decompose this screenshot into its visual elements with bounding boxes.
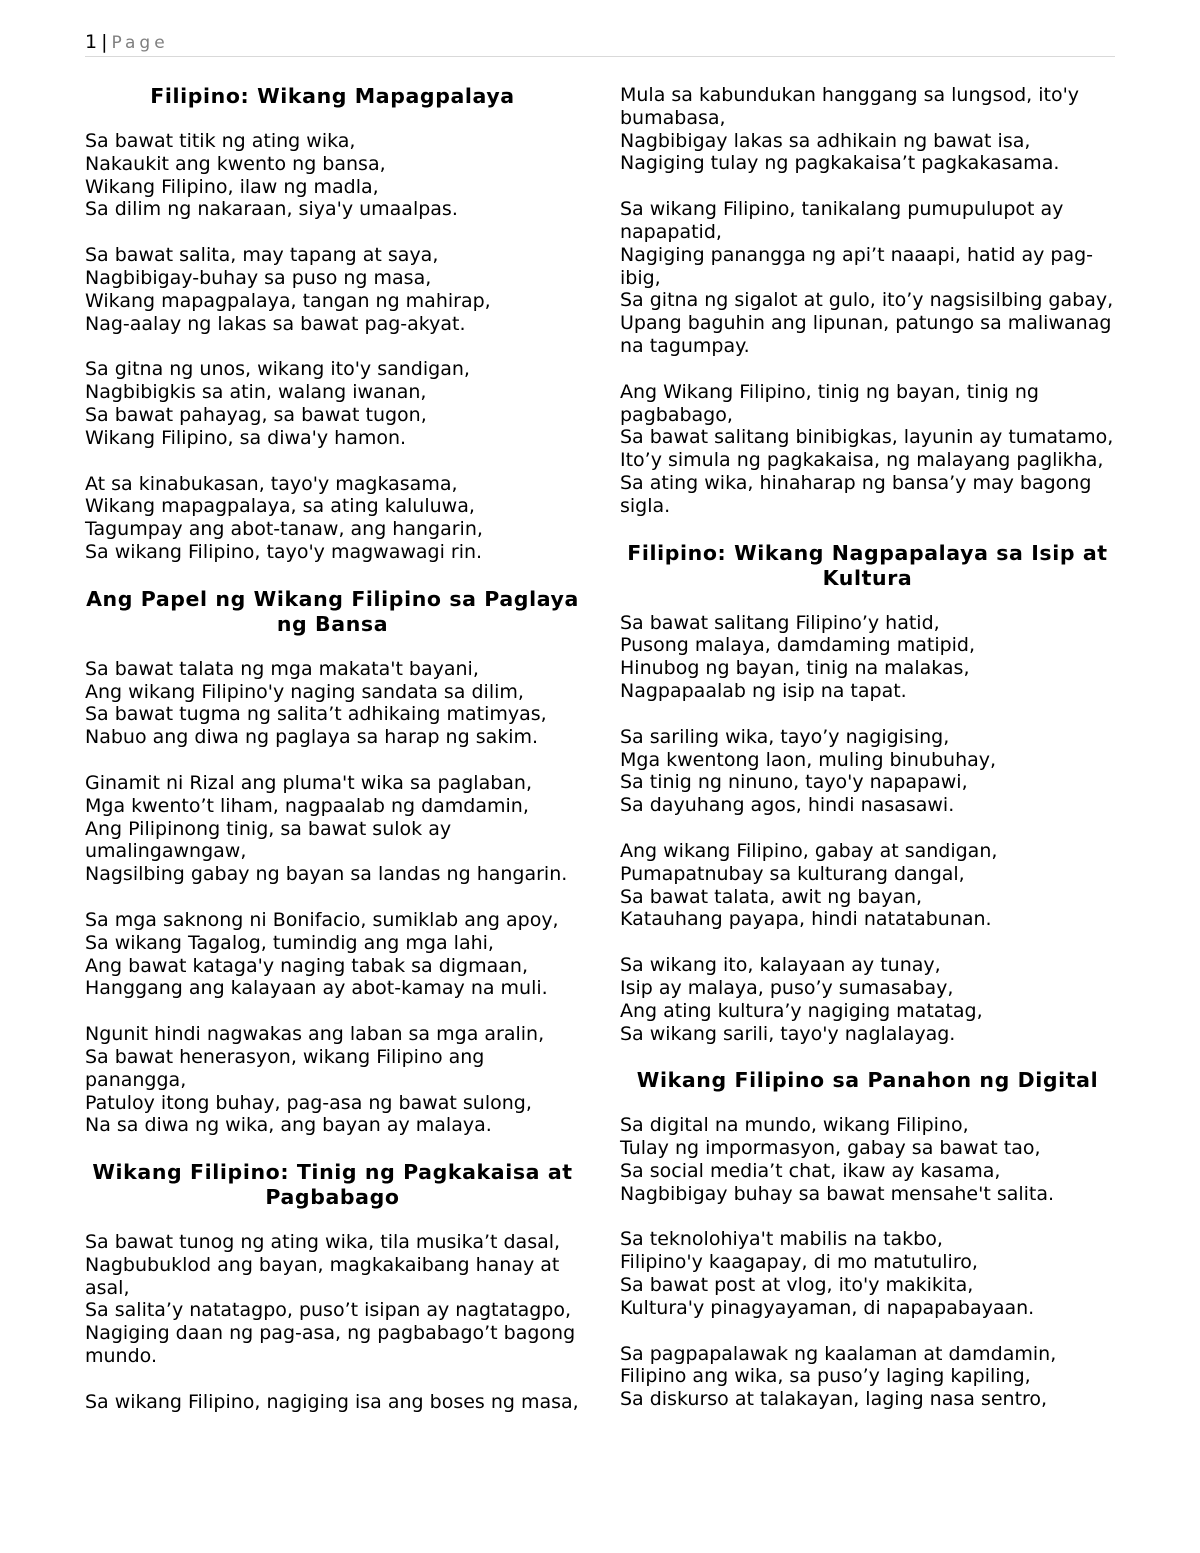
poem-line: Sa wikang Tagalog, tumindig ang mga lahi, <box>85 931 494 954</box>
poem-line: Sa wikang Filipino, tayo'y magwawagi rin. <box>85 540 483 563</box>
poem-line: Sa digital na mundo, wikang Filipino, <box>620 1114 969 1137</box>
stanza <box>85 244 580 335</box>
poem-title: Filipino: Wikang Nagpapalaya sa Isip at Kultura <box>627 540 1108 590</box>
poem-line: Ito’y simula ng pagkakaisa, ng malayang paglikha, <box>620 449 1104 472</box>
poem-title: Wikang Filipino: Tinig ng Pagkakaisa at Pagbabago <box>92 1160 573 1210</box>
poem <box>85 84 580 564</box>
poem-line: Hanggang ang kalayaan ay abot-kamay na muli. <box>85 977 548 1000</box>
poem-line: Nag-aalay ng lakas sa bawat pag-akyat. <box>85 312 466 335</box>
poem-line: Sa tinig ng ninuno, tayo'y napapawi, <box>620 771 968 794</box>
poem-line: Na sa diwa ng wika, ang bayan ay malaya. <box>85 1114 492 1137</box>
page-header <box>85 30 1115 57</box>
poem-line: Upang baguhin ang lipunan, patungo sa maliwanag na tagumpay. <box>620 312 1112 357</box>
stanza <box>85 1231 580 1368</box>
poem-line: Nagiging panangga ng api’t naaapi, hatid ay pag-ibig, <box>620 243 1094 289</box>
poem-line: Sa wikang sarili, tayo'y naglalayag. <box>620 1022 956 1045</box>
poem <box>85 1160 580 1414</box>
poem-line: Sa wikang ito, kalayaan ay tunay, <box>620 954 941 977</box>
poem-line: Sa wikang Filipino, tanikalang pumupulupot ay napapatid, <box>620 198 1064 243</box>
poem-line: Ang wikang Filipino, gabay at sandigan, <box>620 839 998 862</box>
poem-line: Wikang mapagpalaya, sa ating kaluluwa, <box>85 495 475 518</box>
poem-line: Sa dilim ng nakaraan, siya'y umaalpas. <box>85 198 458 221</box>
poem-line: Nagiging daan ng pag-asa, ng pagbabago’t bagong mundo. <box>85 1322 576 1368</box>
poem-line: Kultura'y pinagyayaman, di napapabayaan. <box>620 1296 1035 1319</box>
stanza <box>620 1343 1115 1411</box>
poem-line: Nagpapaalab ng isip na tapat. <box>620 679 907 702</box>
stanza <box>620 84 1115 175</box>
poem-line: Wikang mapagpalaya, tangan ng mahirap, <box>85 289 491 312</box>
poem-line: Sa bawat salitang Filipino’y hatid, <box>620 611 940 634</box>
poem-line: Hinubog ng bayan, tinig na malakas, <box>620 657 970 680</box>
poem-line: Sa bawat post at vlog, ito'y makikita, <box>620 1274 974 1297</box>
poem-line: Nabuo ang diwa ng paglaya sa harap ng sakim. <box>85 726 539 749</box>
poem <box>620 1068 1115 1411</box>
poem-line: Ang Pilipinong tinig, sa bawat sulok ay umalingawngaw, <box>85 817 452 863</box>
poem-line: Ang ating kultura’y nagiging matatag, <box>620 999 983 1022</box>
poem-line: At sa kinabukasan, tayo'y magkasama, <box>85 472 458 495</box>
poem-line: Nagbubuklod ang bayan, magkakaibang hanay at asal, <box>85 1253 560 1299</box>
poem-line: Nagbibigay lakas sa adhikain ng bawat isa, <box>620 129 1031 152</box>
poem-line: Pumapatnubay sa kulturang dangal, <box>620 862 965 885</box>
right-column <box>620 84 1115 1434</box>
stanza <box>620 840 1115 931</box>
poem-line: Sa bawat pahayag, sa bawat tugon, <box>85 403 427 426</box>
poem-line: Sa teknolohiya't mabilis na takbo, <box>620 1228 943 1251</box>
poem-line: Ang bawat kataga'y naging tabak sa digmaan, <box>85 954 528 977</box>
poem-line: Sa salita’y natatagpo, puso’t isipan ay nagtatagpo, <box>85 1299 571 1322</box>
poem-title: Filipino: Wikang Mapagpalaya <box>150 84 515 108</box>
poem-line: Pusong malaya, damdaming matipid, <box>620 634 976 657</box>
stanza <box>620 198 1115 358</box>
stanza <box>85 130 580 221</box>
poem-line: Sa gitna ng sigalot at gulo, ito’y nagsisilbing gabay, <box>620 289 1114 312</box>
poem-title: Wikang Filipino sa Panahon ng Digital <box>636 1068 1099 1093</box>
poem-line: Katauhang payapa, hindi natatabunan. <box>620 908 992 931</box>
poem-line: Ngunit hindi nagwakas ang laban sa mga aralin, <box>85 1023 545 1046</box>
poem-line: Wikang Filipino, sa diwa'y hamon. <box>85 426 407 449</box>
poem-line: Sa bawat talata ng mga makata't bayani, <box>85 657 479 680</box>
poem-line: Sa bawat salitang binibigkas, layunin ay tumatamo, <box>620 426 1114 449</box>
stanza <box>620 1228 1115 1319</box>
stanza <box>85 1023 580 1137</box>
poem <box>620 541 1115 1046</box>
poem-line: Nagiging tulay ng pagkakaisa’t pagkakasama. <box>620 152 1060 175</box>
poem <box>85 587 580 1137</box>
poem-line: Ang wikang Filipino'y naging sandata sa dilim, <box>85 680 524 703</box>
poem-line: Mga kwentong laon, muling binubuhay, <box>620 748 997 771</box>
poem-line: Nagbibigay-buhay sa puso ng masa, <box>85 266 432 289</box>
stanza <box>620 726 1115 817</box>
page-number: 1 <box>85 31 98 53</box>
stanza <box>620 381 1115 518</box>
poem-line: Sa bawat titik ng ating wika, <box>85 130 356 152</box>
stanza <box>85 358 580 449</box>
poem-line: Nagsilbing gabay ng bayan sa landas ng hangarin. <box>85 863 568 886</box>
poem-line: Nakaukit ang kwento ng bansa, <box>85 152 386 175</box>
stanza <box>620 954 1115 1045</box>
poem-line: Ang Wikang Filipino, tinig ng bayan, tinig ng pagbabago, <box>620 380 1039 426</box>
poem-line: Nagbibigay buhay sa bawat mensahe't salita. <box>620 1182 1055 1205</box>
stanza <box>85 658 580 749</box>
poem-line: Sa diskurso at talakayan, laging nasa sentro, <box>620 1388 1048 1411</box>
poem-line: Mga kwento’t liham, nagpaalab ng damdamin, <box>85 794 529 817</box>
stanza <box>85 909 580 1000</box>
poem-line: Sa bawat salita, may tapang at saya, <box>85 244 439 267</box>
stanza <box>85 1391 580 1414</box>
stanza <box>620 1114 1115 1205</box>
poem-line: Sa ating wika, hinaharap ng bansa’y may bagong sigla. <box>620 471 1092 517</box>
poem-line: Patuloy itong buhay, pag-asa ng bawat sulong, <box>85 1091 532 1114</box>
poem-line: Tagumpay ang abot-tanaw, ang hangarin, <box>85 518 483 541</box>
poem-line: Sa pagpapalawak ng kaalaman at damdamin, <box>620 1342 1057 1365</box>
poem-line: Sa dayuhang agos, hindi nasasawi. <box>620 794 955 817</box>
poem-line: Tulay ng impormasyon, gabay sa bawat tao, <box>620 1137 1041 1160</box>
poem-line: Isip ay malaya, puso’y sumasabay, <box>620 976 954 999</box>
poem-line: Sa bawat talata, awit ng bayan, <box>620 885 923 908</box>
left-column <box>85 84 580 1437</box>
page-label: Page <box>111 33 169 53</box>
poem-line: Mula sa kabundukan hanggang sa lungsod, ito'y bumabasa, <box>620 84 1080 129</box>
poem-line: Sa sariling wika, tayo’y nagigising, <box>620 725 950 748</box>
poem-line: Sa mga saknong ni Bonifacio, sumiklab ang apoy, <box>85 908 559 931</box>
poem-continuation <box>620 84 1115 518</box>
poem-line: Sa social media’t chat, ikaw ay kasama, <box>620 1159 1001 1182</box>
page-separator: | <box>101 31 108 53</box>
poem-line: Sa bawat tugma ng salita’t adhikaing matimyas, <box>85 703 547 726</box>
stanza <box>85 772 580 886</box>
stanza <box>85 473 580 564</box>
poem-line: Sa bawat tunog ng ating wika, tila musika’t dasal, <box>85 1231 561 1254</box>
poem-line: Sa gitna ng unos, wikang ito'y sandigan, <box>85 358 470 381</box>
poem-line: Ginamit ni Rizal ang pluma't wika sa paglaban, <box>85 771 532 794</box>
poem-line: Filipino'y kaagapay, di mo matutuliro, <box>620 1251 978 1274</box>
poem-line: Sa bawat henerasyon, wikang Filipino ang panangga, <box>85 1045 485 1091</box>
stanza <box>620 612 1115 703</box>
poem-line: Filipino ang wika, sa puso’y laging kapiling, <box>620 1365 1031 1388</box>
poem-line: Nagbibigkis sa atin, walang iwanan, <box>85 381 427 404</box>
poem-line: Wikang Filipino, ilaw ng madla, <box>85 175 379 198</box>
poem-title: Ang Papel ng Wikang Filipino sa Paglaya ng Bansa <box>86 586 579 636</box>
poem-line: Sa wikang Filipino, nagiging isa ang boses ng masa, <box>85 1390 579 1413</box>
